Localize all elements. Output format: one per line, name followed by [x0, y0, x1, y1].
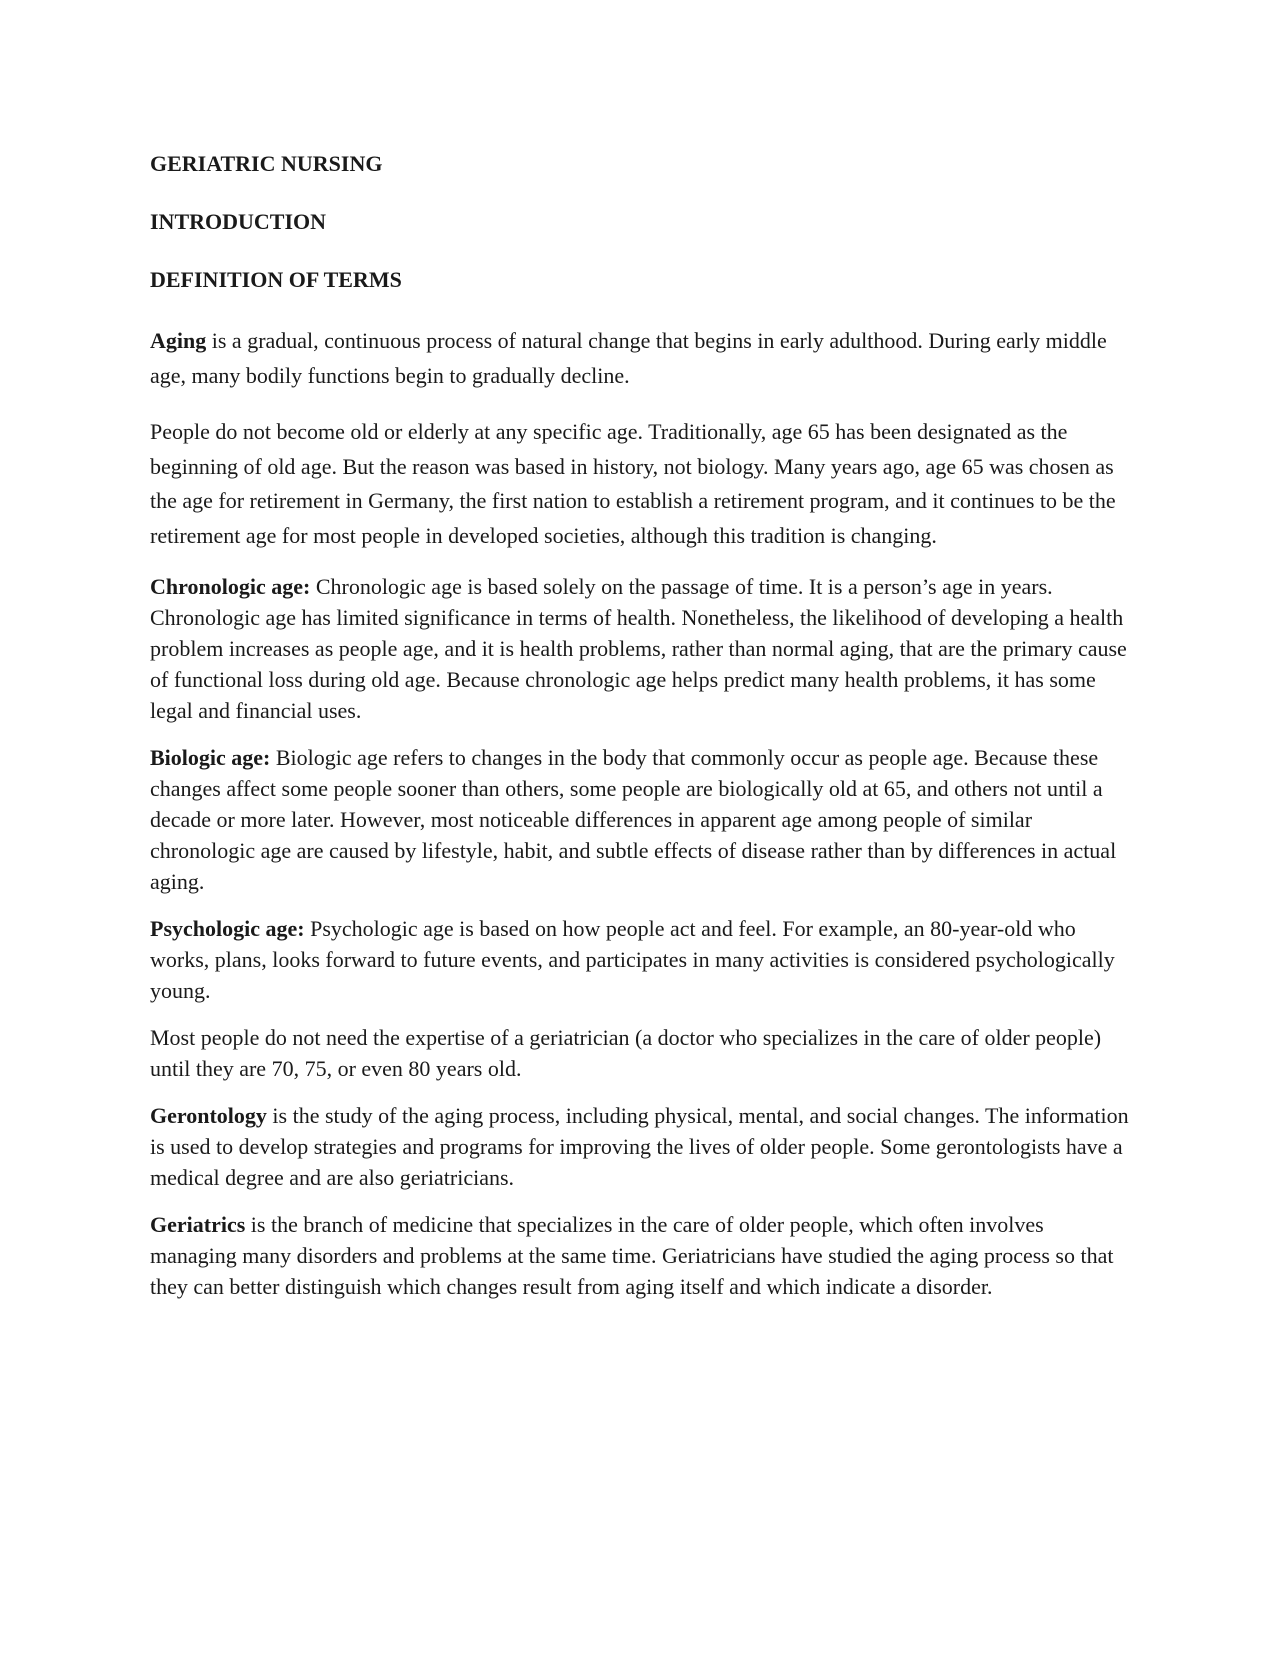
subsection-heading-definitions: DEFINITION OF TERMS — [150, 267, 402, 292]
paragraph-gerontology-text: is the study of the aging process, including physical, mental, and social changes. The information is used to develop strategies and programs for improving the lives of older people. Some gerontologists have a medical degree and are also geriatricians. — [150, 1103, 1129, 1190]
term-gerontology: Gerontology — [150, 1103, 267, 1128]
document-page — [150, 150, 1130, 1302]
paragraph-geriatrician-need: Most people do not need the expertise of a geriatrician (a doctor who specializes in the care of older people) until they are 70, 75, or even 80 years old. — [150, 1025, 1102, 1081]
paragraph-aging-text: is a gradual, continuous process of natural change that begins in early adulthood. During early middle age, many bodily functions begin to gradually decline. — [150, 328, 1107, 388]
term-geriatrics: Geriatrics — [150, 1212, 246, 1237]
paragraph-geriatrics — [150, 1209, 1130, 1302]
paragraph-biologic-text: Biologic age refers to changes in the body that commonly occur as people age. Because these changes affect some people sooner than others, some people are biologically old at 65, and others not until a decade or more later. However, most noticeable differences in apparent age among people of similar chronologic age are caused by lifestyle, habit, and subtle effects of disease rather than by differences in actual aging. — [150, 745, 1117, 894]
term-biologic-age: Biologic age: — [150, 745, 271, 770]
paragraph-aging — [150, 324, 1130, 393]
paragraph-biologic-age — [150, 742, 1130, 897]
term-psychologic-age: Psychologic age: — [150, 916, 305, 941]
paragraph-chronologic-age — [150, 571, 1130, 726]
section-heading-introduction: INTRODUCTION — [150, 209, 327, 234]
paragraph-geriatrics-text: is the branch of medicine that specializes in the care of older people, which often involves managing many disorders and problems at the same time. Geriatricians have studied the aging process so that they can better distinguish which changes result from aging itself and which indicate a disorder. — [150, 1212, 1114, 1299]
paragraph-gerontology — [150, 1100, 1130, 1193]
paragraph-psychologic-text: Psychologic age is based on how people act and feel. For example, an 80-year-old who works, plans, looks forward to future events, and participates in many activities is considered psychologically young. — [150, 916, 1115, 1003]
paragraph-psychologic-age — [150, 913, 1130, 1006]
term-aging: Aging — [150, 328, 207, 353]
paragraph-chronologic-text: Chronologic age is based solely on the passage of time. It is a person’s age in years. Chronologic age has limited significance in terms of health. Nonetheless, the likelihood of developing a health problem increases as people age, and it is health problems, rather than normal aging, that are the primary cause of functional loss during old age. Because chronologic age helps predict many health problems, it has some legal and financial uses. — [150, 574, 1127, 723]
term-chronologic-age: Chronologic age: — [150, 574, 311, 599]
document-title: GERIATRIC NURSING — [150, 151, 383, 176]
paragraph-old-age: People do not become old or elderly at any specific age. Traditionally, age 65 has been designated as the beginning of old age. But the reason was based in history, not biology. Many years ago, age 65 was chosen as the age for retirement in Germany, the first nation to establish a retirement program, and it continues to be the retirement age for most people in developed societies, although this tradition is changing. — [150, 419, 1116, 548]
